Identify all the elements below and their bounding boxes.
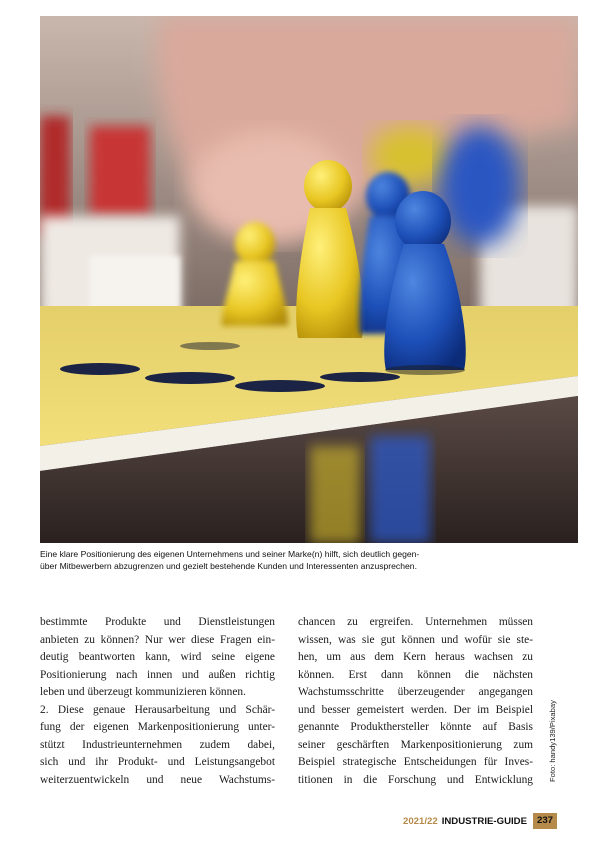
left-text-column <box>40 614 275 789</box>
text-line: seiner geschärften Markenpositionierung zum <box>298 738 533 751</box>
text-line: können. Erst dann können die nächsten <box>298 668 533 681</box>
footer-guide-title: INDUSTRIE-GUIDE <box>441 815 527 827</box>
footer-year: 2021/22 <box>403 815 438 827</box>
text-line: genannte Produkthersteller könnte auf Basis <box>298 721 533 733</box>
photo-caption <box>40 548 540 572</box>
text-line: 2. Diese genaue Herausarbeitung und Schär- <box>40 703 275 716</box>
article-photo <box>40 16 578 543</box>
text-line: wissen, was sie gut können und wofür sie ste- <box>298 633 533 646</box>
text-line: und besser gemeistert werden. Der im Beispiel <box>298 703 533 716</box>
text-line: fung der eigenen Markenpositionierung unter- <box>40 721 275 733</box>
text-line: deutig beantworten kann, wird seine eigene <box>40 651 275 663</box>
text-line: leben und überzeugt kommunizieren können. <box>40 686 246 698</box>
board-game-pawns-image <box>40 16 578 543</box>
caption-line: Eine klare Positionierung des eigenen Unternehmens und seiner Marke(n) hilft, sich deutlich gegen- <box>40 549 420 559</box>
text-line: sich und ihr Produkt- und Leistungsangebot <box>40 756 275 768</box>
text-line: Positionierung nach innen und außen richtig <box>40 668 275 681</box>
text-line: chancen zu ergreifen. Unternehmen müssen <box>298 616 533 628</box>
text-line: Beispiel strategische Entscheidungen für Inves- <box>298 756 533 768</box>
text-line: Wachstumsschritte überzeugender angegangen <box>298 686 533 698</box>
photo-credit: Foto: handy139/Pixabay <box>548 700 557 782</box>
text-line: weiterzuentwickeln und neue Wachstums- <box>40 773 275 786</box>
right-text-column <box>298 614 533 789</box>
text-line: titionen in die Forschung und Entwicklung <box>298 773 533 786</box>
text-line: bestimmte Produkte und Dienstleistungen <box>40 616 275 628</box>
caption-line: über Mitbewerbern abzugrenzen und gezielt bestehende Kunden und Interessenten anzusprechen. <box>40 561 417 571</box>
text-line: hen, um aus dem Kern heraus wachsen zu <box>298 651 533 663</box>
text-line: stützt Industrieunternehmen zudem dabei, <box>40 738 275 751</box>
text-line: anbieten zu können? Nur wer diese Fragen ein- <box>40 633 275 646</box>
page-number: 237 <box>533 813 557 829</box>
page-footer <box>403 813 557 829</box>
